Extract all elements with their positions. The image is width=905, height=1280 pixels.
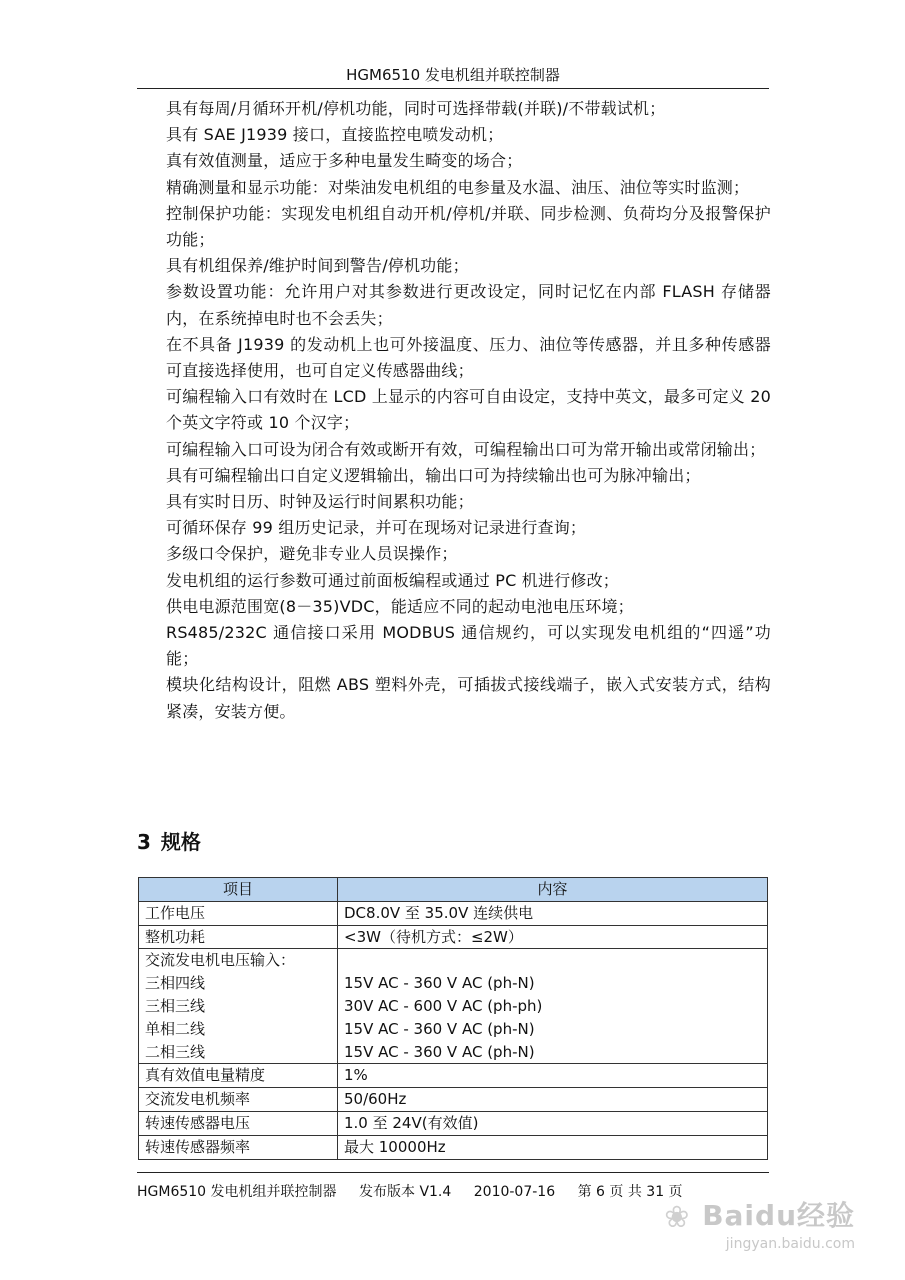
paw-icon: ❀	[664, 1200, 690, 1235]
footer-date: 2010-07-16	[473, 1184, 556, 1200]
row-item: 工作电压	[139, 901, 338, 925]
ac-spacer	[344, 949, 761, 972]
feature-item: 精确测量和显示功能：对柴油发电机组的电参量及水温、油压、油位等实时监测；	[166, 177, 750, 197]
footer-product: HGM6510 发电机组并联控制器	[137, 1184, 337, 1200]
feature-item: 具有 SAE J1939 接口，直接监控电喷发动机；	[166, 125, 504, 145]
row-value: <3W（待机方式：≤2W）	[338, 925, 768, 949]
table-row	[139, 925, 768, 949]
ac-line-value: 15V AC - 360 V AC (ph-N)	[344, 1042, 535, 1061]
row-item: 转速传感器频率	[139, 1135, 338, 1159]
row-item: 交流发电机频率	[139, 1088, 338, 1112]
row-item: 真有效值电量精度	[139, 1064, 338, 1088]
header-title: HGM6510 发电机组并联控制器	[346, 66, 560, 84]
feature-item: 供电电源范围宽(8－35)VDC，能适应不同的起动电池电压环境；	[166, 596, 634, 616]
row-item: 整机功耗	[139, 925, 338, 949]
feature-list	[166, 96, 771, 725]
baidu-watermark	[664, 1194, 855, 1252]
ac-line-value: 30V AC - 600 V AC (ph-ph)	[344, 996, 543, 1015]
ac-input-items	[139, 949, 338, 1064]
feature-item: 控制保护功能：实现发电机组自动开机/停机/并联、同步检测、负荷均分及报警保护功能；	[166, 203, 771, 250]
row-value: 50/60Hz	[338, 1088, 768, 1112]
ac-line-value: 15V AC - 360 V AC (ph-N)	[344, 974, 535, 993]
footer-version: 发布版本 V1.4	[359, 1184, 452, 1200]
footer-page: 第 6 页 共 31 页	[577, 1184, 683, 1200]
table-header-row	[139, 878, 768, 902]
watermark-url: jingyan.baidu.com	[725, 1236, 855, 1252]
feature-item: 可编程输入口可设为闭合有效或断开有效，可编程输出口可为常开输出或常闭输出；	[166, 439, 766, 459]
ac-line-item: 二相三线	[145, 1042, 206, 1061]
row-value: 最大 10000Hz	[338, 1135, 768, 1159]
row-value: DC8.0V 至 35.0V 连续供电	[338, 901, 768, 925]
feature-item: 多级口令保护，避免非专业人员误操作；	[166, 544, 458, 564]
section-number: 3	[137, 830, 151, 854]
section-heading	[137, 828, 201, 856]
table-row	[139, 1064, 768, 1088]
column-header-item: 项目	[139, 878, 338, 902]
page-footer	[137, 1172, 769, 1201]
table-row	[139, 1088, 768, 1112]
row-value: 1%	[338, 1064, 768, 1088]
feature-item: 具有实时日历、时钟及运行时间累积功能；	[166, 492, 474, 512]
row-item: 转速传感器电压	[139, 1111, 338, 1135]
feature-item: 可编程输入口有效时在 LCD 上显示的内容可自由设定，支持中英文，最多可定义 20 个英文字符或 10 个汉字；	[166, 387, 771, 433]
feature-item: 具有机组保养/维护时间到警告/停机功能；	[166, 256, 469, 276]
feature-item: RS485/232C 通信接口采用 MODBUS 通信规约，可以实现发电机组的“四遥”功能；	[166, 623, 771, 669]
watermark-brand: Baidu经验	[702, 1199, 855, 1232]
ac-input-values	[338, 949, 768, 1064]
ac-line-item: 单相二线	[145, 1019, 206, 1038]
ac-input-title: 交流发电机电压输入：	[145, 951, 296, 970]
ac-line-value: 15V AC - 360 V AC (ph-N)	[344, 1019, 535, 1038]
table-row	[139, 901, 768, 925]
table-row-ac-input	[139, 949, 768, 1064]
feature-item: 参数设置功能：允许用户对其参数进行更改设定，同时记忆在内部 FLASH 存储器内，在系统掉电时也不会丢失；	[166, 282, 771, 328]
section-title: 规格	[160, 830, 201, 854]
feature-item: 真有效值测量，适应于多种电量发生畸变的场合；	[166, 151, 523, 171]
feature-item: 具有可编程输出口自定义逻辑输出，输出口可为持续输出也可为脉冲输出；	[166, 465, 701, 485]
ac-line-item: 三相四线	[145, 974, 206, 993]
feature-item: 发电机组的运行参数可通过前面板编程或通过 PC 机进行修改；	[166, 570, 619, 590]
row-value: 1.0 至 24V(有效值)	[338, 1111, 768, 1135]
feature-item: 可循环保存 99 组历史记录，并可在现场对记录进行查询；	[166, 518, 587, 538]
table-row	[139, 1111, 768, 1135]
feature-item: 具有每周/月循环开机/停机功能，同时可选择带载(并联)/不带载试机；	[166, 99, 666, 118]
ac-line-item: 三相三线	[145, 996, 206, 1015]
page-header	[137, 64, 769, 89]
spec-table	[138, 877, 768, 1160]
feature-item: 模块化结构设计，阻燃 ABS 塑料外壳，可插拔式接线端子，嵌入式安装方式，结构紧凑，安装方便。	[166, 675, 771, 721]
table-row	[139, 1135, 768, 1159]
feature-item: 在不具备 J1939 的发动机上也可外接温度、压力、油位等传感器，并且多种传感器可直接选择使用，也可自定义传感器曲线；	[166, 334, 771, 381]
column-header-content: 内容	[338, 878, 768, 902]
